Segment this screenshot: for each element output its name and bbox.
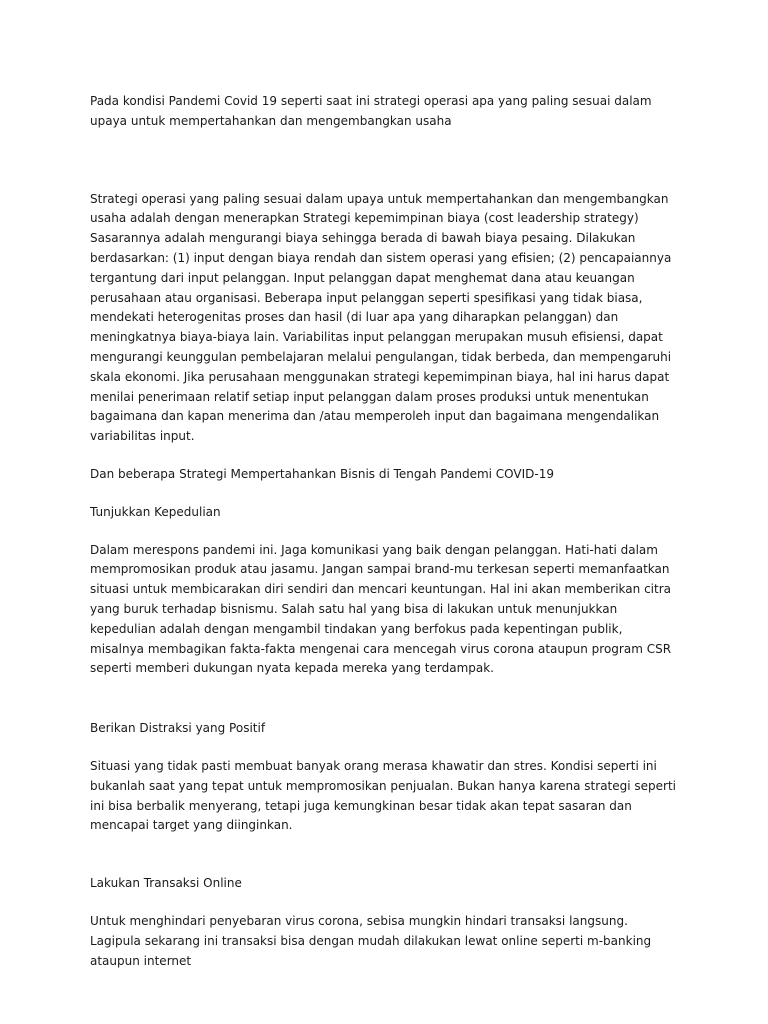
section-heading: Berikan Distraksi yang Positif xyxy=(90,721,266,736)
document-body xyxy=(90,92,680,971)
section-heading: Lakukan Transaksi Online xyxy=(90,876,242,891)
section-heading: Tunjukkan Kepedulian xyxy=(90,504,221,519)
strategies-intro: Dan beberapa Strategi Mempertahankan Bisnis di Tengah Pandemi COVID-19 xyxy=(90,466,554,481)
section-body: Untuk menghindari penyebaran virus corona, sebisa mungkin hindari transaksi langsung. Lagipula sekarang ini transaksi bisa dengan mudah dilakukan lewat online seperti m-banking ataupun internet xyxy=(90,913,652,968)
section-body: Situasi yang tidak pasti membuat banyak orang merasa khawatir dan stres. Kondisi seperti ini bukanlah saat yang tepat untuk mempromosikan penjualan. Bukan hanya karena strategi seperti ini bisa berbalik menyerang, tetapi juga kemungkinan besar tidak akan tepat sasaran dan mencapai target yang diinginkan. xyxy=(90,758,677,833)
answer-paragraph: Strategi operasi yang paling sesuai dalam upaya untuk mempertahankan dan mengembangkan usaha adalah dengan menerapkan Strategi kepemimpinan biaya (cost leadership strategy) Sasarannya adalah mengurangi biaya sehingga berada di bawah biaya pesaing. Dilakukan berdasarkan: (1) input dengan biaya rendah dan sistem operasi yang efisien; (2) pencapaiannya tergantung dari input pelanggan. Input pelanggan dapat menghemat dana atau keuangan perusahaan atau organisasi. Beberapa input pelanggan seperti spesifikasi yang tidak biasa, mendekati heterogenitas proses dan hasil (di luar apa yang diharapkan pelanggan) dan meningkatnya biaya-biaya lain. Variabilitas input pelanggan merupakan musuh efisiensi, dapat mengurangi keunggulan pembelajaran melalui pengulangan, tidak berbeda, dan mempengaruhi skala ekonomi. Jika perusahaan menggunakan strategi kepemimpinan biaya, hal ini harus dapat menilai penerimaan relatif setiap input pelanggan dalam proses produksi untuk menentukan bagaimana dan kapan menerima dan /atau memperoleh input dan bagaimana mengendalikan variabilitas input. xyxy=(90,191,672,444)
section-body: Dalam merespons pandemi ini. Jaga komunikasi yang baik dengan pelanggan. Hati-hati dalam mempromosikan produk atau jasamu. Jangan sampai brand-mu terkesan seperti memanfaatkan situasi untuk membicarakan diri sendiri dan mencari keuntungan. Hal ini akan memberikan citra yang buruk terhadap bisnismu. Salah satu hal yang bisa di lakukan untuk menunjukkan kepedulian adalah dengan mengambil tindakan yang berfokus pada kepentingan publik, misalnya membagikan fakta-fakta mengenai cara mencegah virus corona ataupun program CSR seperti memberi dukungan nyata kepada mereka yang terdampak. xyxy=(90,542,672,676)
question-text: Pada kondisi Pandemi Covid 19 seperti saat ini strategi operasi apa yang paling sesuai dalam upaya untuk mempertahankan dan mengembangkan usaha xyxy=(90,94,652,128)
